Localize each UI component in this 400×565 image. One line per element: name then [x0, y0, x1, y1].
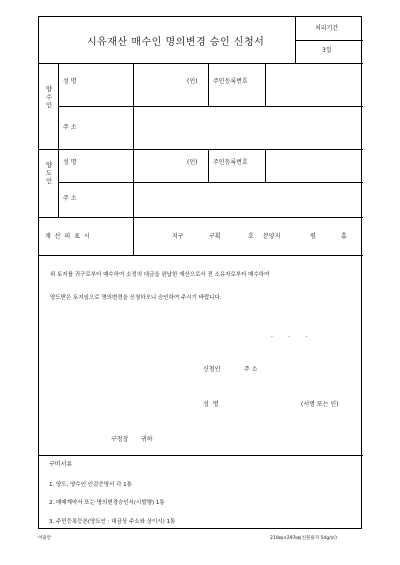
seller-bottom-line [39, 217, 363, 218]
documents-item-1: 1. 양도, 양수인 인감증명서 각 1통 [49, 482, 132, 488]
property-district: 지구 [172, 233, 184, 240]
application-form [38, 16, 362, 529]
buyer-section-label: 양수인 [45, 85, 53, 109]
documents-top-line [39, 455, 363, 456]
processing-period-value: 3일 [322, 47, 332, 54]
processing-divider [295, 40, 363, 41]
buyer-seal: (인) [187, 78, 198, 85]
seller-name-label: 성 명 [63, 159, 77, 166]
buyer-id-field[interactable] [266, 64, 362, 105]
footer-paper-spec: 210㎜×297㎜(신문용지 54g/㎡) [270, 536, 337, 541]
property-pyeong: 평 [310, 233, 316, 240]
recipient-suffix: 귀하 [141, 436, 153, 443]
seller-section-label: 양도인 [45, 161, 53, 185]
documents-item-3: 3. 주민등록등본(양도인 : 대금상 주소와 상이시) 1통 [49, 519, 176, 525]
buyer-id-divider-left [208, 63, 209, 106]
property-block: 구획 [209, 233, 221, 240]
seller-name-field[interactable] [134, 150, 186, 181]
buyer-address-label: 주 소 [63, 124, 77, 131]
property-label: 재 산 의 표 시 [45, 233, 91, 240]
property-hop: 홉 [341, 233, 347, 240]
applicant-name-label: 성 명 [203, 401, 220, 408]
applicant-label: 신청인 [203, 366, 221, 373]
seller-id-label: 주민등록번호 [213, 159, 248, 166]
statement-line-1: 위 토지를 귀구로부터 매수하여 소정의 대금을 완납한 재산으로서 전 소유자로부터 매수하여 [50, 272, 270, 278]
buyer-name-label: 성 명 [63, 78, 77, 85]
seller-address-label: 주 소 [63, 195, 77, 202]
buyer-id-label: 주민등록번호 [213, 78, 248, 85]
statement-line-2: 양도받은 토지임으로 명의변경을 신청하오니 승인하여 주시기 바랍니다. [50, 295, 222, 301]
buyer-address-field[interactable] [134, 107, 362, 148]
property-lot: 분양지 [263, 233, 281, 240]
documents-heading: 구비서류 [49, 461, 73, 468]
buyer-name-field[interactable] [134, 64, 186, 105]
processing-period-label: 처리기간 [315, 25, 339, 32]
seller-id-field[interactable] [266, 150, 362, 181]
recipient-office: 구청장 [111, 436, 129, 443]
seller-seal: (인) [187, 159, 198, 166]
form-title: 시유재산 매수인 명의변경 승인 신청서 [87, 37, 265, 48]
property-number: 호 [248, 233, 254, 240]
documents-item-2: 2. 매매계약서 또는 명의변경승인서(시발행) 1통 [49, 500, 165, 506]
application-date: . . . [271, 332, 308, 339]
property-bottom-line [39, 255, 363, 256]
seller-address-field[interactable] [134, 183, 362, 216]
applicant-address-label: 주 소 [244, 366, 258, 373]
applicant-sign-note: (서명 또는 인) [301, 401, 339, 408]
footer-left: 이용안 [38, 536, 52, 541]
property-divider [133, 217, 134, 255]
seller-label-divider [58, 149, 59, 217]
seller-id-divider-left [208, 149, 209, 182]
